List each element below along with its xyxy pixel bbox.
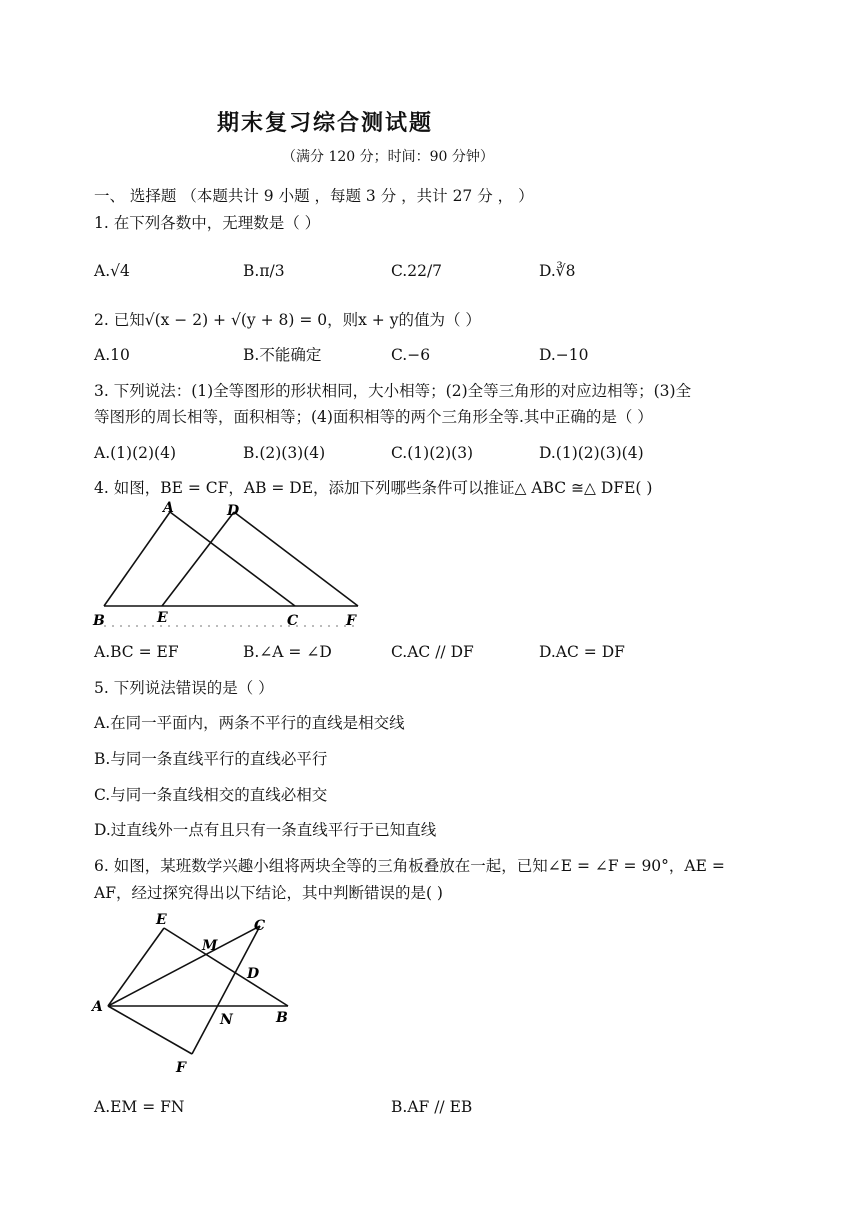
q1-option-c: C.22/7: [391, 262, 443, 280]
q6-label-b: B: [276, 1010, 288, 1026]
page-title: 期末复习综合测试题: [217, 110, 434, 136]
q6-label-a: A: [92, 999, 103, 1015]
q6-line1: 6. 如图，某班数学兴趣小组将两块全等的三角板叠放在一起，已知∠E = ∠F = 90°，AE =: [94, 857, 725, 875]
q2-option-d: D.−10: [539, 346, 589, 364]
q5-option-d: D.过直线外一点有且只有一条直线平行于已知直线: [94, 821, 437, 839]
q2-option-b: B.不能确定: [243, 346, 322, 364]
q4-label-e: E: [157, 610, 168, 626]
q1-stem: 1. 在下列各数中，无理数是（ ）: [94, 214, 321, 232]
q4-label-a: A: [163, 500, 174, 516]
q5-option-a: A.在同一平面内，两条不平行的直线是相交线: [94, 714, 405, 732]
q6-label-n: N: [220, 1012, 233, 1028]
q4-option-c: C.AC // DF: [391, 643, 474, 661]
q1-option-d: D.∛8: [539, 262, 576, 280]
q3-line1: 3. 下列说法：(1)全等图形的形状相同，大小相等；(2)全等三角形的对应边相等；(3)全: [94, 382, 692, 400]
q4-option-b: B.∠A = ∠D: [243, 643, 332, 661]
q3-option-a: A.(1)(2)(4): [94, 444, 176, 462]
q6-label-d: D: [247, 966, 260, 982]
q4-label-c: C: [287, 613, 299, 629]
q1-option-a: A.√4: [94, 262, 130, 280]
q3-option-c: C.(1)(2)(3): [391, 444, 474, 462]
q6-line2: AF，经过探究得出以下结论，其中判断错误的是( ): [94, 884, 443, 902]
q4-label-b: B: [93, 613, 105, 629]
page-subtitle: （满分 120 分；时间：90 分钟）: [282, 149, 494, 165]
q4-label-f: F: [346, 613, 356, 629]
q6-label-f: F: [176, 1060, 186, 1076]
q5-option-c: C.与同一条直线相交的直线必相交: [94, 786, 328, 804]
q4-stem: 4. 如图，BE = CF，AB = DE，添加下列哪些条件可以推证△ ABC ≅△ DFE( ): [94, 479, 653, 497]
q4-figure: [90, 498, 380, 634]
q6-option-a: A.EM = FN: [94, 1098, 185, 1116]
q3-line2: 等图形的周长相等，面积相等；(4)面积相等的两个三角形全等.其中正确的是（ ）: [94, 408, 653, 426]
section-heading: 一、 选择题 （本题共计 9 小题 ，每题 3 分 ，共计 27 分 ， ）: [94, 187, 534, 205]
q6-label-c: C: [254, 918, 266, 934]
q2-option-a: A.10: [94, 346, 130, 364]
q4-label-d: D: [227, 503, 240, 519]
q3-option-d: D.(1)(2)(3)(4): [539, 444, 644, 462]
q4-option-a: A.BC = EF: [94, 643, 179, 661]
q4-option-d: D.AC = DF: [539, 643, 625, 661]
q3-option-b: B.(2)(3)(4): [243, 444, 326, 462]
q6-label-e: E: [156, 912, 167, 928]
q6-figure: [88, 904, 308, 1084]
q2-option-c: C.−6: [391, 346, 431, 364]
q6-option-b: B.AF // EB: [391, 1098, 473, 1116]
q1-option-b: B.π/3: [243, 262, 285, 280]
q5-option-b: B.与同一条直线平行的直线必平行: [94, 750, 328, 768]
q6-label-m: M: [202, 938, 218, 954]
q5-stem: 5. 下列说法错误的是（ ）: [94, 679, 274, 697]
q2-stem: 2. 已知√(x − 2) + √(y + 8) = 0，则x + y的值为（ ）: [94, 311, 481, 329]
